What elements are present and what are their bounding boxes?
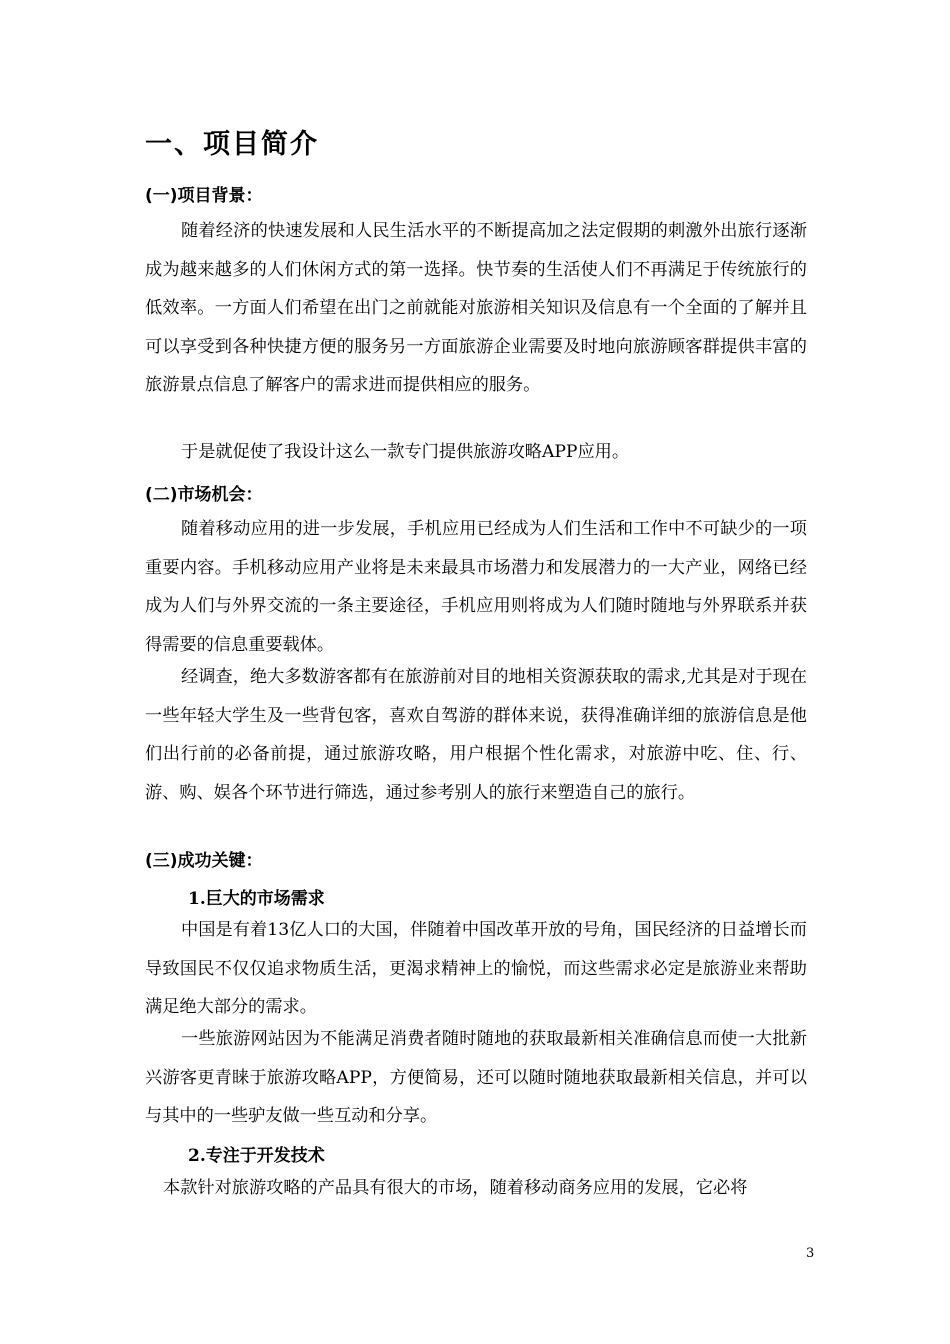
- background-paragraph-2: 于是就促使了我设计这么一款专门提供旅游攻略APP应用。: [181, 442, 630, 462]
- page-title: 一、项目简介: [145, 129, 319, 160]
- subsection-title-market-demand: 1.巨大的市场需求: [188, 889, 325, 909]
- subsection-title-development: 2.专注于开发技术: [188, 1146, 325, 1166]
- market-paragraph-1: 随着移动应用的进一步发展，手机应用已经成为人们生活和工作中不可缺少的一项重要内容。手机移动应用产业将是未来最具市场潜力和发展潜力的一大产业，网络已经成为人们与外界交流的一条主要途径，手机应用则将成为人们随时随地与外界联系并获得需要的信息重要载体。: [145, 519, 807, 655]
- section-title-background: (一)项目背景：: [145, 186, 263, 206]
- background-paragraph-1: 随着经济的快速发展和人民生活水平的不断提高加之法定假期的刺激外出旅行逐渐成为越来越多的人们休闲方式的第一选择。快节奏的生活使人们不再满足于传统旅行的低效率。一方面人们希望在出门之前就能对旅游相关知识及信息有一个全面的了解并且可以享受到各种快捷方便的服务另一方面旅游企业需要及时地向旅游顾客群提供丰富的旅游景点信息了解客户的需求进而提供相应的服务。: [145, 221, 807, 395]
- page-number: 3: [806, 1246, 815, 1261]
- section-title-success: (三)成功关键：: [145, 851, 263, 871]
- demand-paragraph-2: 一些旅游网站因为不能满足消费者随时随地的获取最新相关准确信息而使一大批新兴游客更青睐于旅游攻略APP，方便简易，还可以随时随地获取最新相关信息，并可以与其中的一些驴友做一些互动和分享。: [145, 1029, 807, 1126]
- market-paragraph-2: 经调查，绝大多数游客都有在旅游前对目的地相关资源获取的需求,尤其是对于现在一些年轻大学生及一些背包客，喜欢自驾游的群体来说，获得准确详细的旅游信息是他们出行前的必备前提，通过旅游攻略，用户根据个性化需求，对旅游中吃、住、行、游、购、娱各个环节进行筛选，通过参考别人的旅行来塑造自己的旅行。: [145, 667, 807, 803]
- section-title-market: (二)市场机会：: [145, 485, 263, 505]
- demand-paragraph-1: 中国是有着13亿人口的大国，伴随着中国改革开放的号角，国民经济的日益增长而导致国民不仅仅追求物质生活，更渴求精神上的愉悦，而这些需求必定是旅游业来帮助满足绝大部分的需求。: [145, 920, 807, 1017]
- development-paragraph-1: 本款针对旅游攻略的产品具有很大的市场，随着移动商务应用的发展，它必将: [163, 1178, 748, 1198]
